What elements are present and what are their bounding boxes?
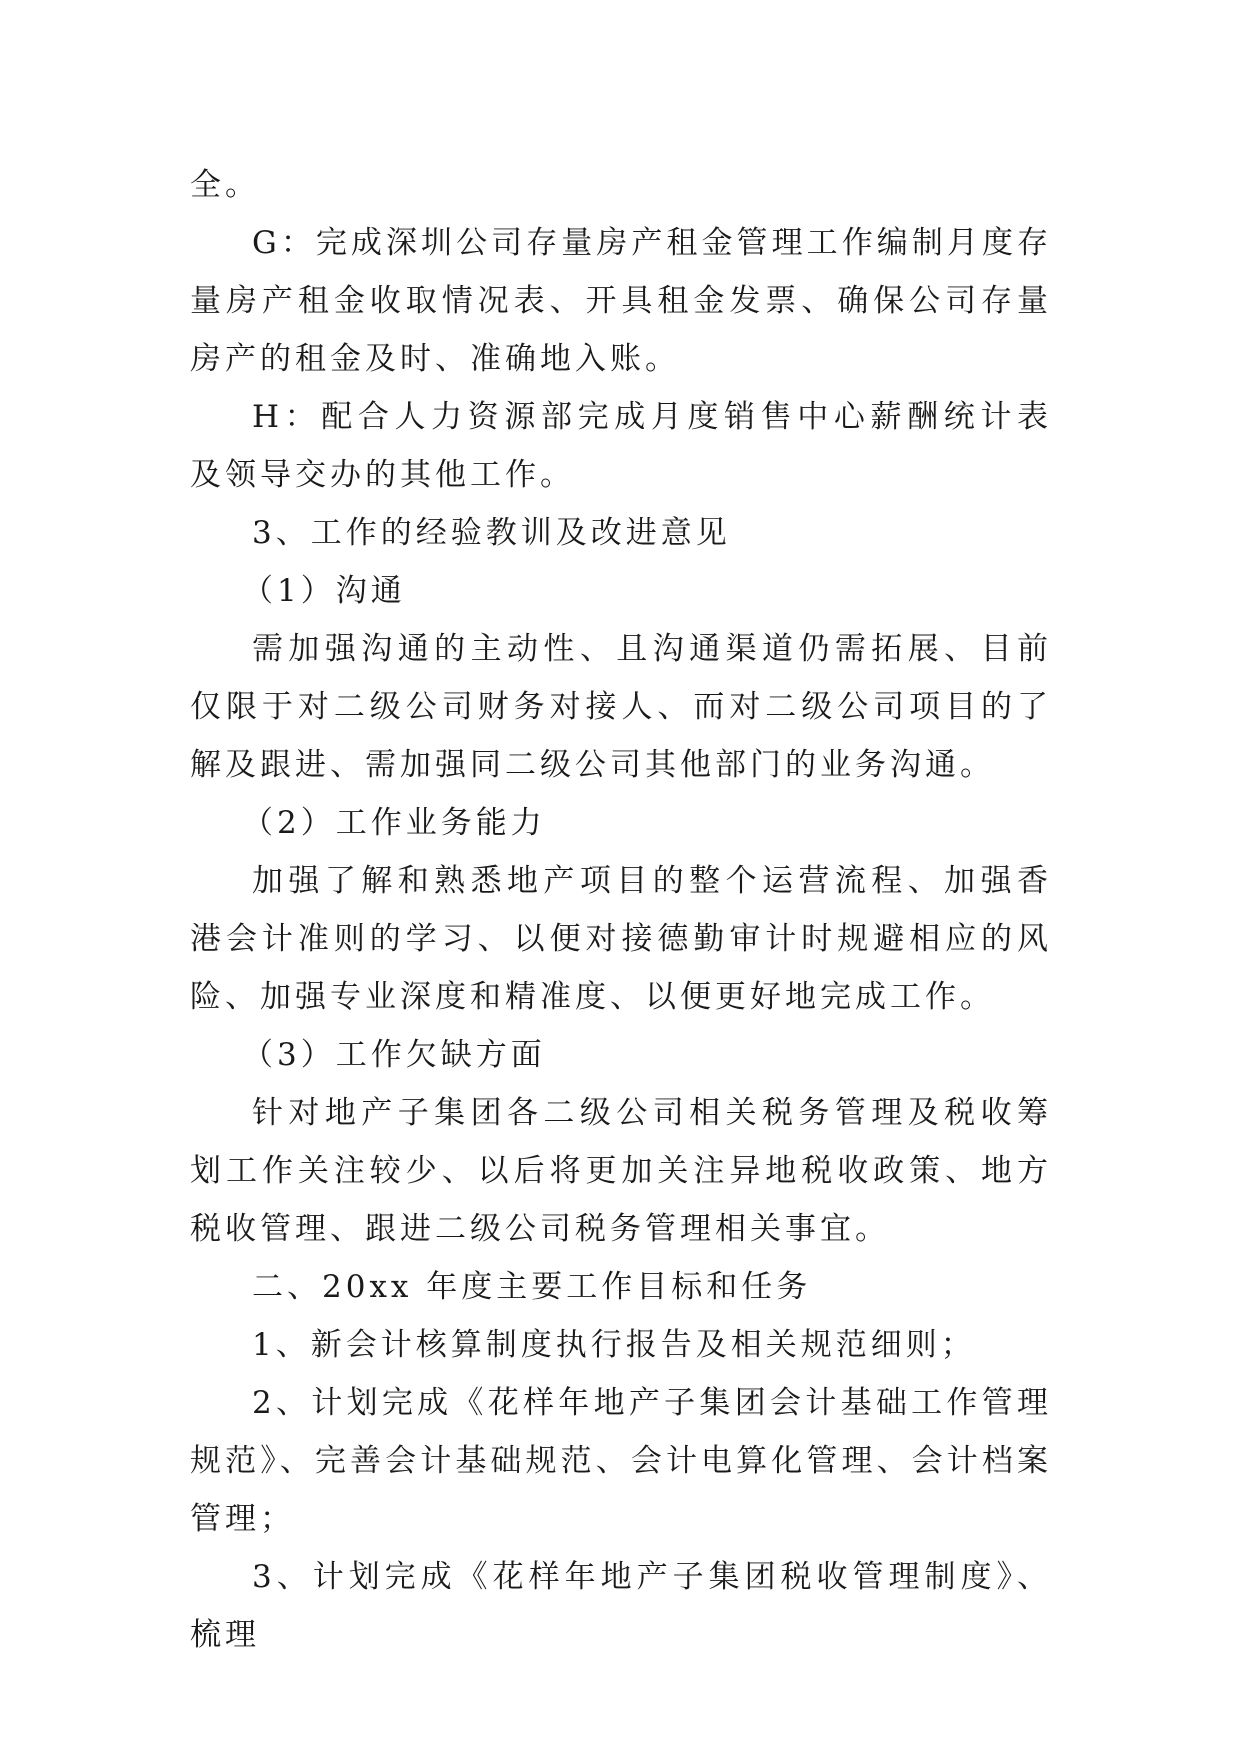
subheading-work-ability: （2）工作业务能力	[242, 805, 546, 841]
document-body	[190, 156, 1052, 1664]
subheading-communication: （1）沟通	[242, 573, 406, 609]
paragraph-item-h: H：配合人力资源部完成月度销售中心薪酬统计表及领导交办的其他工作。	[190, 399, 1052, 493]
paragraph-work-ability: 加强了解和熟悉地产项目的整个运营流程、加强香港会计准则的学习、以便对接德勤审计时规避相应的风险、加强专业深度和精准度、以便更好地完成工作。	[190, 863, 1052, 1015]
paragraph-shortcomings: 针对地产子集团各二级公司相关税务管理及税收筹划工作关注较少、以后将更加关注异地税收政策、地方税收管理、跟进二级公司税务管理相关事宜。	[190, 1095, 1052, 1247]
goal-item-2: 2、计划完成《花样年地产子集团会计基础工作管理规范》、完善会计基础规范、会计电算化管理、会计档案管理；	[190, 1385, 1052, 1537]
goal-item-1: 1、新会计核算制度执行报告及相关规范细则；	[252, 1327, 976, 1363]
section-heading-goals: 二、20xx 年度主要工作目标和任务	[252, 1269, 812, 1305]
paragraph-item-g: G：完成深圳公司存量房产租金管理工作编制月度存量房产租金收取情况表、开具租金发票、确保公司存量房产的租金及时、准确地入账。	[190, 225, 1052, 377]
paragraph-communication: 需加强沟通的主动性、且沟通渠道仍需拓展、目前仅限于对二级公司财务对接人、而对二级公司项目的了解及跟进、需加强同二级公司其他部门的业务沟通。	[190, 631, 1052, 783]
subheading-shortcomings: （3）工作欠缺方面	[242, 1037, 546, 1073]
paragraph-continuation: 全。	[190, 167, 260, 203]
goal-item-3: 3、计划完成《花样年地产子集团税收管理制度》、梳理	[190, 1559, 1052, 1653]
section-heading-lessons: 3、工作的经验教训及改进意见	[252, 515, 731, 551]
